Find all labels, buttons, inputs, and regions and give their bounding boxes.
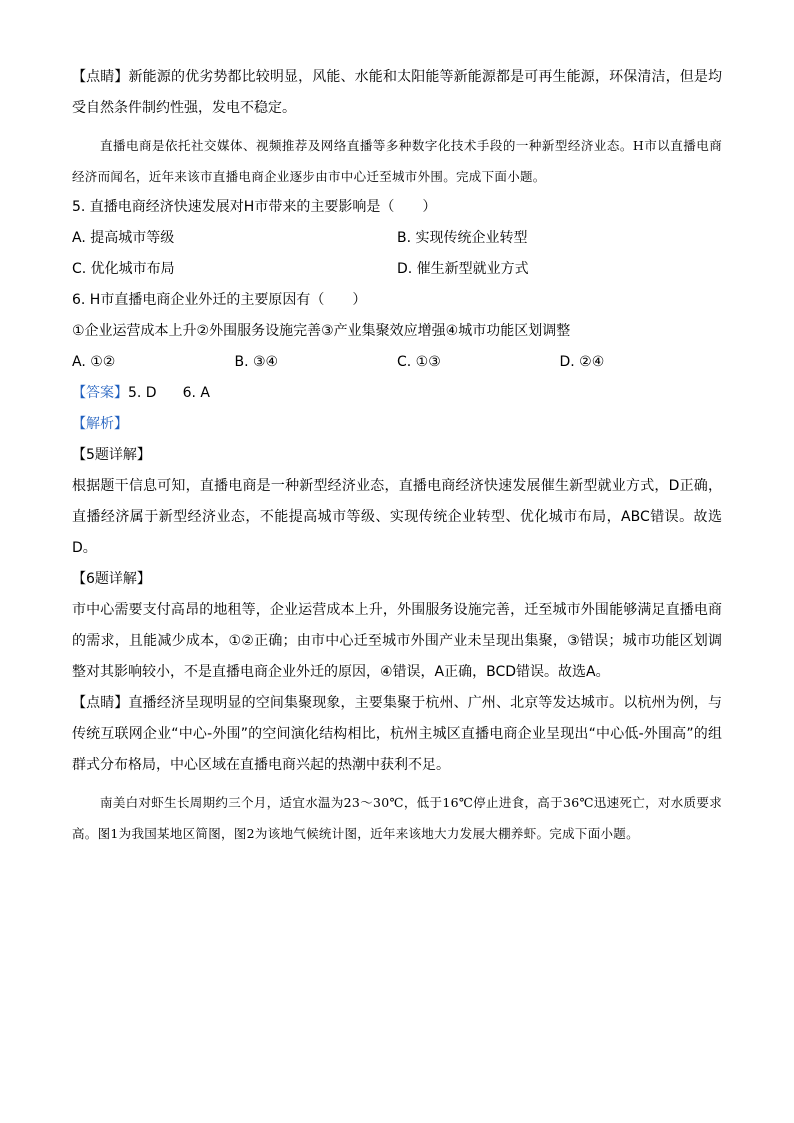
question-5-option-a: A. 提高城市等级	[72, 230, 175, 246]
dianjing-note-1	[72, 62, 722, 124]
question-6-options-row	[72, 347, 722, 378]
material-text-1: 直播电商是依托社交媒体、视频推荐及网络直播等多种数字化技术手段的一种新型经济业态。H市以直播电商经济而闻名，近年来该市直播电商企业逐步由市中心迁至城市外围。完成下面小题。	[72, 138, 722, 184]
answer-tag: 【答案】	[72, 385, 128, 401]
question-6-stem: 6. H市直播电商企业外迁的主要原因有（ ）	[72, 292, 367, 308]
detail-6-tag: 【6题详解】	[72, 571, 151, 587]
detail-5-tag: 【5题详解】	[72, 447, 151, 463]
answer-6: 6. A	[182, 385, 210, 401]
dianjing-tag-1: 【点睛】	[72, 69, 129, 85]
dianjing-text-2: 直播经济呈现明显的空间集聚现象，主要集聚于杭州、广州、北京等发达城市。以杭州为例，与传统互联网企业“中心-外围”的空间演化结构相比，杭州主城区直播电商企业呈现出“中心低-外围高”的组群式分布格局，中心区域在直播电商兴起的热潮中获利不足。	[72, 695, 723, 773]
detail-6-text: 市中心需要支付高昂的地租等，企业运营成本上升，外围服务设施完善，迁至城市外围能够满足直播电商的需求，且能减少成本，①②正确；由市中心迁至城市外围产业未呈现出集聚，③错误；城市功能区划调整对其影响较小，不是直播电商企业外迁的原因，④错误，A正确，BCD错误。故选A。	[72, 602, 722, 680]
question-6-items: ①企业运营成本上升②外围服务设施完善③产业集聚效应增强④城市功能区划调整	[72, 323, 571, 339]
document-page	[72, 62, 722, 849]
question-6-option-c: C. ①③	[397, 354, 441, 370]
answer-5: 5. D	[128, 385, 157, 401]
question-6-option-a: A. ①②	[72, 354, 116, 370]
question-5-stem: 5. 直播电商经济快速发展对H市带来的主要影响是（ ）	[72, 199, 437, 215]
question-6-option-b: B. ③④	[234, 354, 279, 370]
dianjing-tag-2: 【点睛】	[72, 695, 129, 711]
question-5-options-row-2	[72, 254, 722, 285]
detail-5-text: 根据题干信息可知，直播电商是一种新型经济业态，直播电商经济快速发展催生新型就业方式，D正确，直播经济属于新型经济业态，不能提高城市等级、实现传统企业转型、优化城市布局，ABC错误。故选D。	[72, 478, 722, 556]
question-5-option-c: C. 优化城市布局	[72, 261, 175, 277]
question-5-option-d: D. 催生新型就业方式	[397, 261, 529, 277]
question-5-option-b: B. 实现传统企业转型	[397, 230, 528, 246]
question-6-option-d: D. ②④	[559, 354, 605, 370]
question-5-options-row-1	[72, 223, 722, 254]
analysis-tag: 【解析】	[72, 416, 128, 432]
answer-line	[72, 378, 722, 409]
material-text-2: 南美白对虾生长周期约三个月，适宜水温为23～30℃，低于16℃停止进食，高于36℃迅速死亡，对水质要求高。图1为我国某地区简图，图2为该地气候统计图，近年来该地大力发展大棚养虾。完成下面小题。	[72, 795, 722, 841]
dianjing-note-2	[72, 688, 722, 781]
dianjing-text-1: 新能源的优劣势都比较明显，风能、水能和太阳能等新能源都是可再生能源，环保清洁，但是均受自然条件制约性强，发电不稳定。	[72, 69, 723, 116]
